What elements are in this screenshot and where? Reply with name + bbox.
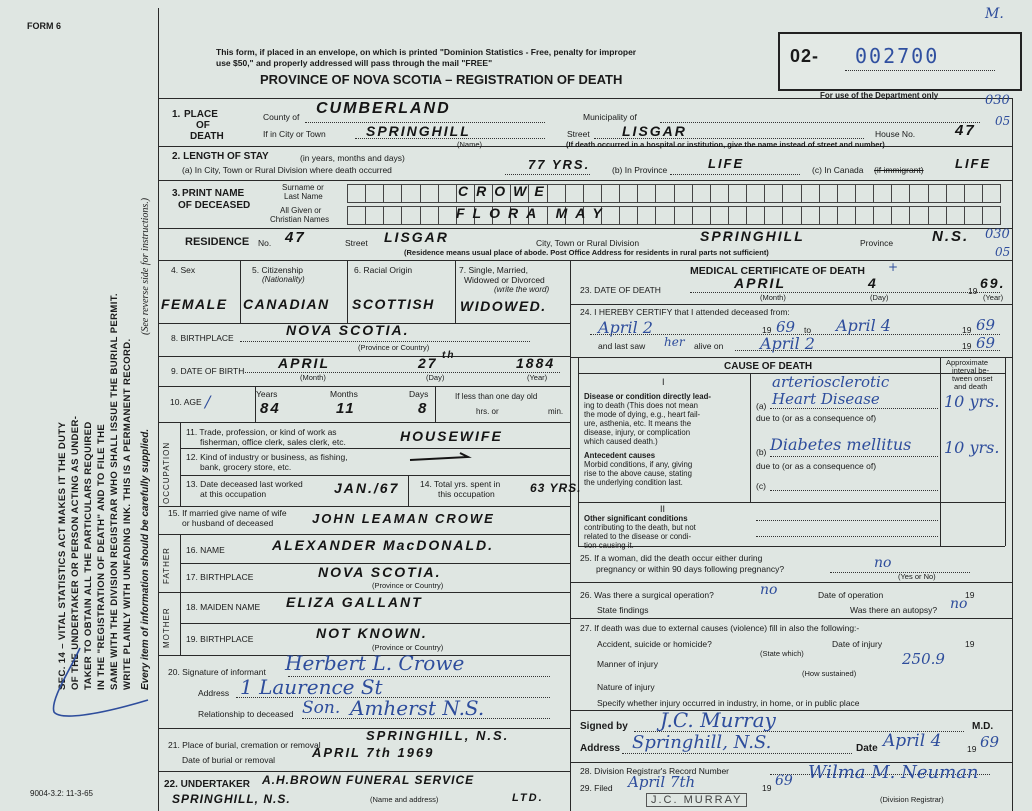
dob-day-sub: (Day)	[426, 373, 445, 382]
code-3: 030	[985, 227, 1010, 242]
print-name-label-2: OF DECEASED	[178, 200, 251, 211]
date-yr: 69	[980, 733, 1000, 751]
birthplace-label: 8. BIRTHPLACE	[171, 333, 234, 343]
sex-value: FEMALE	[161, 296, 228, 312]
external-label: 27. If death was due to external causes (violence) fill in also the following:-	[580, 623, 860, 633]
nature-label: Nature of injury	[597, 682, 655, 692]
other-3: related to the disease or condi-	[584, 532, 692, 541]
industry-label-2: bank, grocery store, etc.	[200, 462, 292, 472]
stay-province-value: LIFE	[708, 156, 745, 171]
last-worked-label-2: at this occupation	[200, 489, 267, 499]
age-months: 11	[336, 400, 356, 417]
dod-year-sub: (Year)	[983, 293, 1004, 302]
residence-prov-value: N.S.	[932, 228, 970, 245]
municipality-label: Municipality of	[583, 112, 637, 122]
last-saw-19: 19	[962, 341, 972, 351]
cause-b-interval: 10 yrs.	[944, 438, 1000, 457]
racial-origin-label: 6. Racial Origin	[354, 265, 413, 275]
length-of-stay-label: 2. LENGTH OF STAY	[172, 151, 269, 162]
filed-date: April 7th	[628, 773, 696, 791]
cause-lbl-3: the mode of dying, e.g., heart fail-	[584, 410, 701, 419]
undertaker-value-3: LTD.	[512, 792, 544, 804]
street-label: Street	[567, 129, 590, 139]
cause-c-label: (c)	[756, 481, 766, 491]
attended-from: April 2	[598, 318, 653, 337]
antecedent-4: the underlying condition last.	[584, 478, 683, 487]
dod-day-sub: (Day)	[870, 293, 889, 302]
relationship-label: Relationship to deceased	[198, 709, 294, 719]
last-saw-yr: 69	[976, 334, 996, 352]
citizenship-label-2: (Nationality)	[262, 275, 305, 284]
residence-ctr-label: City, Town or Rural Division	[536, 238, 640, 248]
house-value: 47	[955, 122, 976, 139]
father-name-value: ALEXANDER MacDONALD.	[272, 537, 495, 553]
code-2: 05	[995, 114, 1011, 128]
cause-a-value: arteriosclerotic Heart Disease	[772, 373, 890, 408]
attended-to-yr: 69	[976, 316, 996, 334]
dob-year-sub: (Year)	[527, 373, 548, 382]
interval-label-4: and death	[954, 382, 988, 391]
hospital-note: (If death occurred in a hospital or institution, give the name instead of street and number)	[566, 140, 885, 149]
county-value: CUMBERLAND	[316, 100, 451, 117]
last-worked-value: JAN./67	[334, 480, 400, 496]
intro-line-2: use $50," and properly addressed will pass through the mail "FREE"	[216, 58, 493, 68]
signed-value: J.C. Murray	[660, 708, 776, 732]
specify-label: Specify whether injury occurred in industry, in home, or in public place	[597, 698, 860, 708]
stay-city-value: 77 YRS.	[528, 157, 591, 172]
surname-label-2: Last Name	[284, 192, 323, 201]
occupation-side-label: OCCUPATION	[162, 441, 171, 504]
manner-label: Manner of injury	[597, 659, 658, 669]
father-name-label: 16. NAME	[186, 545, 225, 555]
code-250: 250.9	[902, 650, 945, 668]
undertaker-value-2: SPRINGHILL, N.S.	[172, 792, 291, 806]
cause-lbl-2: ing to death (This does not mean	[584, 401, 698, 410]
attended-to-label: to	[804, 325, 812, 335]
place-of-death-label-1: PLACE	[184, 109, 218, 120]
age-years-label: Years	[256, 389, 278, 399]
filed-label: 29. Filed	[580, 783, 613, 793]
due-to-a: due to (or as a consequence of)	[756, 413, 877, 423]
residence-no-label: No.	[258, 238, 272, 248]
attended-label: 24. I HEREBY CERTIFY that I attended deceased from:	[580, 307, 790, 317]
operation-yr: 19	[965, 590, 975, 600]
surname-boxes	[347, 184, 1001, 203]
burial-label-1: 21. Place of burial, cremation or removal	[168, 740, 321, 750]
other-1: Other significant conditions	[584, 514, 688, 523]
sex-label: 4. Sex	[171, 265, 196, 275]
filed-sub: (Division Registrar)	[880, 795, 944, 804]
cause-a-label: (a)	[756, 401, 767, 411]
injury-yr: 19	[965, 639, 975, 649]
place-of-death-label-3: DEATH	[190, 131, 224, 142]
age-days-label: Days	[409, 389, 429, 399]
cause-lbl-6: which caused death.)	[584, 437, 658, 446]
antecedent-3: rise to the above cause, stating	[584, 469, 692, 478]
last-saw-her: her	[664, 335, 685, 349]
father-birthplace-label: 17. BIRTHPLACE	[186, 572, 254, 582]
surgery-label: 26. Was there a surgical operation?	[580, 590, 714, 600]
age-min: min.	[548, 407, 564, 416]
surname-label-1: Surname or	[282, 183, 324, 192]
burial-date: APRIL 7th 1969	[312, 745, 435, 760]
attended-to: April 4	[836, 316, 891, 335]
given-label-2: Christian Names	[270, 215, 330, 224]
city-label: If in City or Town	[263, 129, 326, 139]
informant-signature: Herbert L. Crowe	[285, 651, 465, 675]
stay-province-label: (b) In Province	[612, 165, 668, 175]
mother-birthplace-sub: (Province or Country)	[372, 643, 444, 652]
residence-label: RESIDENCE	[185, 236, 250, 248]
dod-month-sub: (Month)	[760, 293, 786, 302]
residence-prov-label: Province	[860, 238, 894, 248]
informant-label: 20. Signature of informant	[168, 667, 266, 677]
dod-month: APRIL	[734, 275, 786, 291]
father-side-label: FATHER	[162, 547, 171, 584]
industry-label-1: 12. Kind of industry or business, as fishing,	[186, 452, 348, 462]
given-boxes	[347, 206, 1001, 225]
reg-number: 002700	[855, 44, 940, 68]
reg-prefix: 02-	[790, 46, 820, 66]
filed-yr-prefix: 19	[762, 783, 772, 793]
due-to-b: due to (or as a consequence of)	[756, 461, 877, 471]
stay-canada-strike: (if immigrant)	[874, 165, 924, 175]
residence-street-value: LISGAR	[384, 229, 449, 245]
dod-year: 69.	[980, 275, 1006, 291]
citizenship-label-1: 5. Citizenship	[252, 265, 304, 275]
residence-note: (Residence means usual place of abode. Post Office Address for residents in rural parts not sufficient)	[404, 248, 769, 257]
pregnancy-label-2: pregnancy or within 90 days following pregnancy?	[596, 564, 785, 574]
roman-1: I	[662, 377, 665, 387]
birthplace-value: NOVA SCOTIA.	[286, 322, 410, 338]
cause-lbl-1: Disease or condition directly lead-	[584, 392, 711, 401]
last-saw-date: April 2	[760, 334, 815, 353]
other-4: tion causing it.	[584, 541, 634, 550]
residence-street-label: Street	[345, 238, 368, 248]
pregnancy-label-1: 25. If a woman, did the death occur either during	[580, 553, 763, 563]
form-label: FORM 6	[27, 21, 62, 31]
address-value: Springhill, N.S.	[632, 732, 772, 753]
cause-title: CAUSE OF DEATH	[724, 361, 813, 372]
citizenship-value: CANADIAN	[243, 296, 330, 312]
father-birthplace-value: NOVA SCOTIA.	[318, 564, 442, 580]
age-months-label: Months	[330, 389, 358, 399]
trade-label-2: fisherman, office clerk, sales clerk, etc.	[200, 437, 346, 447]
county-label: County of	[263, 112, 300, 122]
interval-label-3: tween onset	[952, 374, 993, 383]
total-yrs-label-2: this occupation	[438, 489, 495, 499]
state-findings-label: State findings	[597, 605, 649, 615]
intro-line-1: This form, if placed in an envelope, on which is printed "Dominion Statistics - Free, penalty for improper	[216, 47, 637, 57]
filed-signature: Wilma M. Neuman	[808, 762, 979, 783]
footer-code: 9004-3.2: 11-3-65	[30, 789, 94, 798]
age-hrs: hrs. or	[476, 407, 499, 416]
industry-dash-stroke	[408, 450, 478, 462]
dept-use: For use of the Department only	[820, 91, 939, 100]
code-4: 05	[995, 245, 1011, 259]
stay-canada-label: (c) In Canada	[812, 165, 864, 175]
pen-flourish	[40, 640, 150, 720]
date-yr-prefix: 19	[967, 744, 977, 754]
total-yrs-label-1: 14. Total yrs. spent in	[420, 479, 501, 489]
dob-label: 9. DATE OF BIRTH	[171, 366, 245, 376]
spouse-value: JOHN LEAMAN CROWE	[312, 511, 495, 526]
attended-to-19: 19	[962, 325, 972, 335]
antecedent-2: Morbid conditions, if any, giving	[584, 460, 693, 469]
stay-city-label: (a) In City, Town or Rural Division where death occurred	[182, 165, 392, 175]
autopsy-label: Was there an autopsy?	[850, 605, 938, 615]
trade-value: HOUSEWIFE	[400, 428, 503, 444]
stay-canada-value: LIFE	[955, 156, 992, 171]
print-name-num: 3.	[172, 188, 181, 199]
signature-stamp: J.C. MURRAY	[646, 793, 747, 807]
cause-lbl-4: ure, asthenia, etc. It means the	[584, 419, 692, 428]
instructions-note: (See reverse side for instructions.)	[140, 197, 151, 335]
surgery-value: no	[760, 582, 778, 598]
house-label: House No.	[875, 129, 916, 139]
trade-label-1: 11. Trade, profession, or kind of work as	[186, 427, 337, 437]
informant-address-2: Amherst N.S.	[350, 696, 485, 720]
cause-b-value: Diabetes mellitus	[770, 435, 912, 454]
marital-value: WIDOWED.	[460, 298, 547, 314]
attended-from-yr: 69	[776, 318, 796, 336]
code-1: 030	[985, 93, 1010, 108]
antecedent-1: Antecedent causes	[584, 451, 656, 460]
cause-a-interval: 10 yrs.	[944, 392, 1000, 411]
dod-day: 4	[868, 275, 878, 291]
spouse-label-2: or husband of deceased	[182, 518, 274, 528]
total-yrs-value: 63 YRS.	[530, 481, 582, 495]
dob-day-sup: th	[442, 350, 456, 361]
autopsy-value: no	[950, 596, 968, 612]
last-worked-label-1: 13. Date deceased last worked	[186, 479, 303, 489]
date-value: April 4	[883, 731, 942, 751]
careful-note: Every item of information should be carefully supplied.	[140, 428, 151, 690]
name-sublabel: (Name)	[457, 140, 483, 149]
marital-label-2: Widowed or Divorced	[464, 275, 545, 285]
marital-label-3: (write the word)	[494, 285, 550, 294]
print-name-label-1: PRINT NAME	[182, 188, 245, 199]
md-label: M.D.	[972, 721, 994, 732]
mother-birthplace-label: 19. BIRTHPLACE	[186, 634, 254, 644]
dob-month-sub: (Month)	[300, 373, 326, 382]
spouse-label-1: 15. If married give name of wife	[168, 508, 287, 518]
racial-origin-value: SCOTTISH	[352, 296, 435, 312]
age-if-less: If less than one day old	[455, 392, 538, 401]
cause-b-label: (b)	[756, 447, 767, 457]
place-of-death-num: 1.	[172, 109, 181, 120]
city-value: SPRINGHILL	[366, 123, 471, 139]
given-value: FLORA MAY	[456, 205, 610, 221]
mother-maiden-value: ELIZA GALLANT	[286, 594, 423, 610]
age-check-mark: /	[205, 392, 211, 411]
marital-label-1: 7. Single, Married,	[459, 265, 528, 275]
place-of-death-label-2: OF	[196, 120, 210, 131]
father-birthplace-sub: (Province or Country)	[372, 581, 444, 590]
residence-ctr-value: SPRINGHILL	[700, 228, 805, 244]
cause-lbl-5: disease, injury, or complication	[584, 428, 691, 437]
operation-date-label: Date of operation	[818, 590, 884, 600]
filed-yr: 69	[775, 773, 793, 789]
burial-place: SPRINGHILL, N.S.	[366, 728, 510, 743]
undertaker-sub: (Name and address)	[370, 795, 439, 804]
other-2: contributing to the death, but not	[584, 523, 696, 532]
address-label: Address	[580, 743, 621, 754]
attended-from-19: 19	[762, 325, 772, 335]
given-label-1: All Given or	[280, 206, 322, 215]
surname-value: CROWE	[458, 183, 552, 199]
age-years: 84	[260, 400, 281, 417]
record-number-label: 28. Division Registrar's Record Number	[580, 766, 730, 776]
dob-year: 1884	[516, 355, 556, 371]
dob-day: 27	[418, 355, 438, 371]
date-label: Date	[856, 743, 878, 754]
mother-side-label: MOTHER	[162, 607, 171, 648]
undertaker-label: 22. UNDERTAKER	[164, 779, 250, 790]
state-which: (State which)	[760, 649, 804, 658]
pregnancy-sub: (Yes or No)	[898, 572, 936, 581]
residence-no-value: 47	[285, 229, 306, 246]
corner-mark: M.	[985, 6, 1004, 22]
med-title: MEDICAL CERTIFICATE OF DEATH	[690, 265, 865, 277]
how-sustained: (How sustained)	[802, 669, 857, 678]
dod-yr-prefix: 19	[968, 286, 978, 296]
age-label: 10. AGE	[170, 397, 202, 407]
form-title: PROVINCE OF NOVA SCOTIA – REGISTRATION OF DEATH	[260, 72, 623, 87]
mother-birthplace-value: NOT KNOWN.	[316, 625, 428, 641]
birthplace-sub: (Province or Country)	[358, 343, 430, 352]
street-value: LISGAR	[622, 123, 687, 139]
signed-label: Signed by	[580, 721, 628, 732]
interval-label-2: interval be-	[952, 366, 990, 375]
last-saw-label: and last saw	[598, 341, 646, 351]
informant-address-1: 1 Laurence St	[240, 675, 383, 699]
injury-date-label: Date of injury	[832, 639, 883, 649]
relationship-value: Son.	[302, 698, 341, 718]
roman-2: II	[660, 504, 666, 514]
pregnancy-value: no	[874, 555, 892, 571]
age-days: 8	[418, 400, 429, 417]
burial-label-2: Date of burial or removal	[182, 755, 276, 765]
mother-maiden-label: 18. MAIDEN NAME	[186, 602, 261, 612]
undertaker-value: A.H.BROWN FUNERAL SERVICE	[262, 773, 475, 787]
dod-label: 23. DATE OF DEATH	[580, 285, 661, 295]
dob-month: APRIL	[278, 355, 330, 371]
length-of-stay-note: (in years, months and days)	[300, 153, 405, 163]
last-saw-alive: alive on	[694, 341, 724, 351]
informant-address-label: Address	[198, 688, 230, 698]
accident-label: Accident, suicide or homicide?	[597, 639, 712, 649]
med-title-mark: +	[888, 260, 899, 274]
statute-text: SEC. 14 – VITAL STATISTICS ACT MAKES IT THE DUTY OF THE UNDERTAKER OR PERSON ACTING AS UNDER- TAKER TO OBTAIN ALL THE PARTICULARS REQUIRED IN THE "REGISTRATION OF DEATH" AND TO FILE THE SAME WITH THE DIVISION REGISTRAR WHO SHALL ISSUE THE BURIAL PERMIT. WRITE PLAINLY WITH UNFADING INK. THIS IS A PERMANENT RECORD.	[57, 293, 133, 690]
interval-label-1: Approximate	[946, 358, 989, 367]
